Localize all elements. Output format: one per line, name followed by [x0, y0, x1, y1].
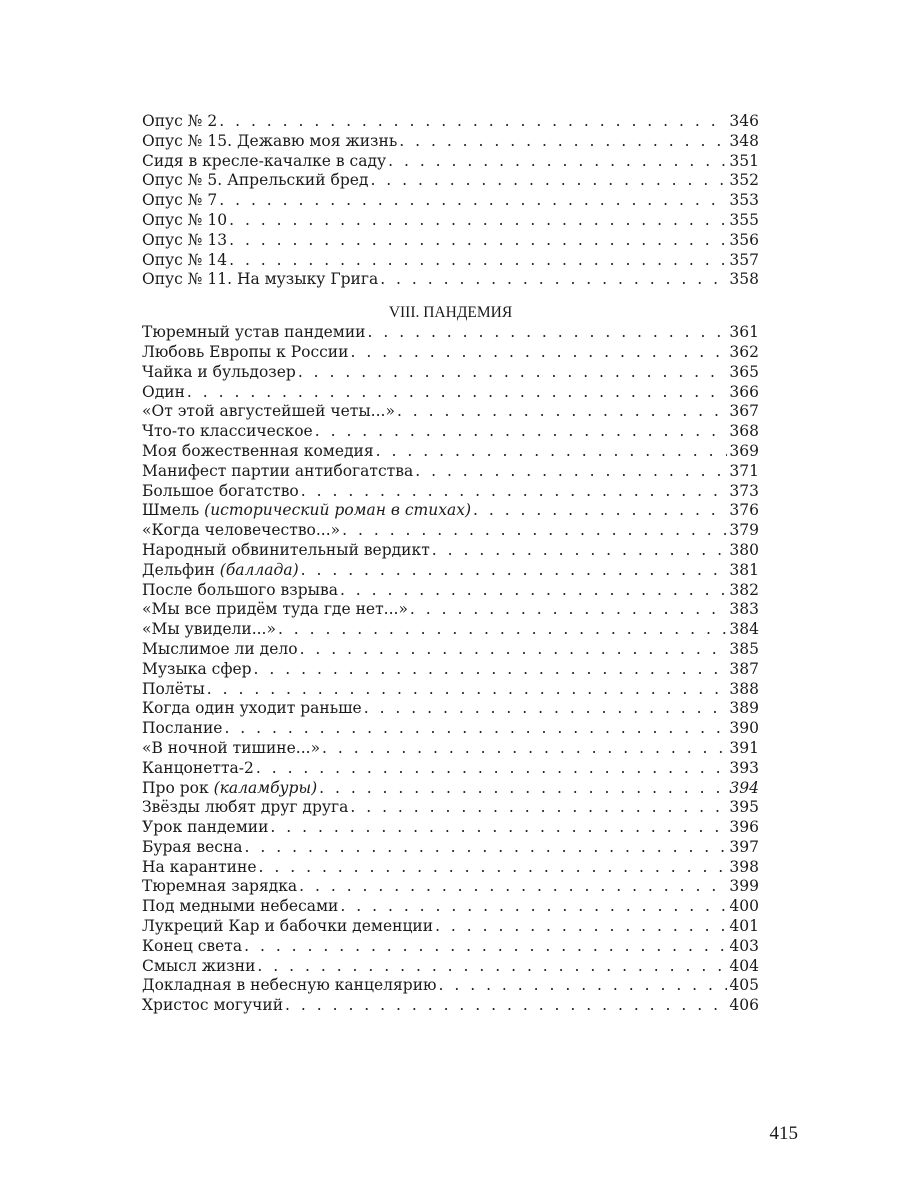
toc-entry	[142, 211, 759, 231]
toc-entry-title: Опус № 5. Апрельский бред	[142, 171, 369, 190]
toc-entry-title: «От этой августейшей четы...»	[142, 402, 395, 421]
toc-entry-title: Опус № 11. На музыку Грига	[142, 270, 379, 289]
toc-entry-page: 368	[729, 422, 759, 441]
toc-entry	[142, 561, 759, 581]
toc-entry-page: 357	[729, 250, 759, 269]
toc-entry-title: Один	[142, 382, 185, 401]
toc-entry-page: 355	[729, 210, 759, 229]
toc-entry	[142, 957, 759, 977]
toc-entry-title: Под медными небесами	[142, 897, 339, 916]
dot-leader	[399, 132, 727, 152]
dot-leader	[439, 976, 728, 996]
toc-entry	[142, 759, 759, 779]
toc-entry-title: «Мы все придём туда где нет...»	[142, 600, 408, 619]
toc-entry-page: 391	[729, 738, 759, 757]
dot-leader	[342, 521, 727, 541]
toc-entry-page: 393	[729, 758, 759, 777]
toc-entry-page: 369	[729, 441, 759, 460]
toc-entry-page: 385	[729, 639, 759, 658]
toc-entry-page: 371	[729, 461, 759, 480]
toc-entry-title: После большого взрыва	[142, 580, 338, 599]
dot-leader	[380, 270, 727, 290]
toc-entry	[142, 976, 759, 996]
toc-entry-subtitle: (исторический роман в стихах)	[204, 501, 471, 520]
toc-entry-page: 376	[729, 501, 759, 520]
dot-leader	[388, 152, 727, 172]
toc-entry-title: Тюремный устав пандемии	[142, 323, 366, 342]
dot-leader	[229, 251, 727, 271]
toc-entry-title: Опус № 14	[142, 250, 228, 269]
toc-list-top	[142, 112, 759, 290]
toc-entry	[142, 600, 759, 620]
dot-leader	[301, 482, 728, 502]
table-of-contents	[142, 112, 759, 1016]
toc-entry-title: Народный обвинительный вердикт	[142, 540, 430, 559]
dot-leader	[256, 759, 728, 779]
toc-entry-page: 356	[729, 230, 759, 249]
toc-entry-title: Полёты	[142, 679, 205, 698]
toc-entry-title: Христос могучий	[142, 996, 284, 1015]
dot-leader	[259, 858, 728, 878]
toc-entry	[142, 323, 759, 343]
toc-entry	[142, 251, 759, 271]
toc-entry	[142, 231, 759, 251]
dot-leader	[187, 383, 727, 403]
toc-entry-title: Опус № 2	[142, 112, 218, 130]
toc-entry-page: 379	[729, 521, 759, 540]
toc-entry-title: Опус № 15. Дежавю моя жизнь	[142, 131, 398, 150]
toc-entry	[142, 937, 759, 957]
toc-entry-page: 373	[729, 481, 759, 500]
dot-leader	[285, 996, 727, 1016]
dot-leader	[270, 818, 727, 838]
toc-entry	[142, 917, 759, 937]
toc-entry-title: Конец света	[142, 936, 243, 955]
dot-leader	[278, 620, 727, 640]
toc-entry-title: Канцонетта-2	[142, 758, 254, 777]
toc-entry-page: 400	[729, 897, 759, 916]
toc-entry-title: На карантине	[142, 857, 257, 876]
dot-leader	[319, 779, 727, 799]
toc-entry-title: Большое богатство	[142, 481, 299, 500]
dot-leader	[410, 600, 727, 620]
toc-entry	[142, 383, 759, 403]
toc-entry	[142, 343, 759, 363]
toc-entry-page: 346	[729, 112, 759, 130]
toc-entry-title: Смысл жизни	[142, 956, 256, 975]
toc-entry	[142, 422, 759, 442]
toc-entry-title: Послание	[142, 719, 223, 738]
toc-entry	[142, 462, 759, 482]
toc-entry-page: 367	[729, 402, 759, 421]
toc-entry-title: Урок пандемии	[142, 818, 269, 837]
toc-entry	[142, 152, 759, 172]
toc-entry	[142, 877, 759, 897]
toc-entry-page: 404	[729, 956, 759, 975]
dot-leader	[364, 699, 728, 719]
toc-entry-title: Про рок (каламбуры)	[142, 778, 318, 797]
toc-entry-page: 383	[729, 600, 759, 619]
toc-entry-title: Дельфин (баллада)	[142, 560, 299, 579]
toc-entry-title: Опус № 10	[142, 210, 228, 229]
toc-entry-title: Шмель (исторический роман в стихах)	[142, 501, 471, 520]
toc-entry-page: 387	[729, 659, 759, 678]
toc-entry-page: 395	[729, 798, 759, 817]
dot-leader	[370, 171, 727, 191]
toc-entry-page: 406	[729, 996, 759, 1015]
dot-leader	[219, 112, 727, 132]
toc-entry-page: 353	[729, 191, 759, 210]
toc-entry-page: 397	[729, 837, 759, 856]
toc-entry-title: «Когда человечество...»	[142, 521, 341, 540]
toc-entry	[142, 501, 759, 521]
toc-entry	[142, 680, 759, 700]
dot-leader	[254, 660, 728, 680]
toc-entry-title: Тюремная зарядка	[142, 877, 298, 896]
dot-leader	[300, 640, 728, 660]
toc-entry-title: Что-то классическое	[142, 422, 313, 441]
toc-entry	[142, 779, 759, 799]
toc-entry	[142, 798, 759, 818]
toc-entry-page: 384	[729, 620, 759, 639]
section-heading: VIII. ПАНДЕМИЯ	[388, 304, 513, 322]
dot-leader	[376, 442, 728, 462]
toc-entry-page: 348	[729, 131, 759, 150]
toc-entry	[142, 482, 759, 502]
toc-entry	[142, 191, 759, 211]
toc-list-section	[142, 323, 759, 1016]
dot-leader	[315, 422, 728, 442]
toc-entry-title: Мыслимое ли дело	[142, 639, 298, 658]
toc-entry	[142, 660, 759, 680]
toc-entry-page: 352	[729, 171, 759, 190]
toc-entry-page: 361	[729, 323, 759, 342]
toc-entry-subtitle: (каламбуры)	[213, 778, 318, 797]
toc-entry-page: 389	[729, 699, 759, 718]
toc-entry-page: 366	[729, 382, 759, 401]
toc-entry-title: «В ночной тишине...»	[142, 738, 321, 757]
toc-entry-page: 403	[729, 936, 759, 955]
toc-entry	[142, 581, 759, 601]
dot-leader	[397, 402, 727, 422]
toc-entry	[142, 858, 759, 878]
dot-leader	[245, 838, 728, 858]
toc-entry-title: Чайка и бульдозер	[142, 362, 296, 381]
toc-entry	[142, 739, 759, 759]
toc-entry	[142, 818, 759, 838]
page-number: 415	[769, 1123, 798, 1144]
toc-entry-title: Любовь Европы к России	[142, 342, 349, 361]
toc-entry-title: Бурая весна	[142, 837, 243, 856]
toc-entry-page: 396	[729, 818, 759, 837]
dot-leader	[473, 501, 727, 521]
dot-leader	[415, 462, 727, 482]
toc-entry-title: Когда один уходит раньше	[142, 699, 362, 718]
toc-entry-subtitle: (баллада)	[219, 560, 299, 579]
dot-leader	[298, 363, 728, 383]
toc-entry-page: 398	[729, 857, 759, 876]
toc-entry-title: «Мы увидели...»	[142, 620, 276, 639]
toc-entry-page: 358	[729, 270, 759, 289]
dot-leader	[299, 877, 727, 897]
toc-entry	[142, 996, 759, 1016]
toc-entry-title: Опус № 7	[142, 191, 218, 210]
dot-leader	[257, 957, 727, 977]
toc-entry-page: 405	[729, 976, 759, 995]
dot-leader	[244, 937, 727, 957]
toc-entry-title: Лукреций Кар и бабочки деменции	[142, 917, 434, 936]
toc-entry	[142, 719, 759, 739]
toc-entry-page: 382	[729, 580, 759, 599]
dot-leader	[350, 343, 727, 363]
toc-entry-title: Манифест партии антибогатства	[142, 461, 414, 480]
dot-leader	[322, 739, 727, 759]
toc-entry-page: 365	[729, 362, 759, 381]
toc-entry-page: 394	[729, 778, 759, 797]
toc-entry-title: Сидя в кресле-качалке в саду	[142, 151, 387, 170]
toc-entry	[142, 521, 759, 541]
dot-leader	[340, 897, 727, 917]
toc-entry-page: 399	[729, 877, 759, 896]
toc-entry-title: Опус № 13	[142, 230, 228, 249]
toc-entry-title: Звёзды любят друг друга	[142, 798, 349, 817]
toc-entry-page: 401	[729, 917, 759, 936]
dot-leader	[229, 211, 727, 231]
toc-entry	[142, 838, 759, 858]
toc-entry-title: Моя божественная комедия	[142, 441, 374, 460]
toc-entry	[142, 620, 759, 640]
toc-entry	[142, 270, 759, 290]
toc-entry	[142, 132, 759, 152]
dot-leader	[207, 680, 728, 700]
toc-entry	[142, 699, 759, 719]
toc-entry-page: 390	[729, 719, 759, 738]
toc-entry-page: 380	[729, 540, 759, 559]
toc-entry-title: Докладная в небесную канцелярию	[142, 976, 437, 995]
dot-leader	[432, 541, 728, 561]
toc-entry-page: 351	[729, 151, 759, 170]
toc-entry-page: 381	[729, 560, 759, 579]
toc-entry	[142, 541, 759, 561]
dot-leader	[229, 231, 727, 251]
toc-entry-page: 362	[729, 342, 759, 361]
toc-entry	[142, 363, 759, 383]
dot-leader	[301, 561, 728, 581]
toc-entry	[142, 640, 759, 660]
dot-leader	[435, 917, 727, 937]
toc-entry-page: 388	[729, 679, 759, 698]
toc-entry	[142, 171, 759, 191]
toc-entry	[142, 112, 759, 132]
dot-leader	[224, 719, 727, 739]
toc-entry-title: Музыка сфер	[142, 659, 252, 678]
dot-leader	[350, 798, 727, 818]
dot-leader	[340, 581, 727, 601]
dot-leader	[219, 191, 727, 211]
toc-entry	[142, 402, 759, 422]
toc-entry	[142, 897, 759, 917]
dot-leader	[368, 323, 728, 343]
toc-entry	[142, 442, 759, 462]
